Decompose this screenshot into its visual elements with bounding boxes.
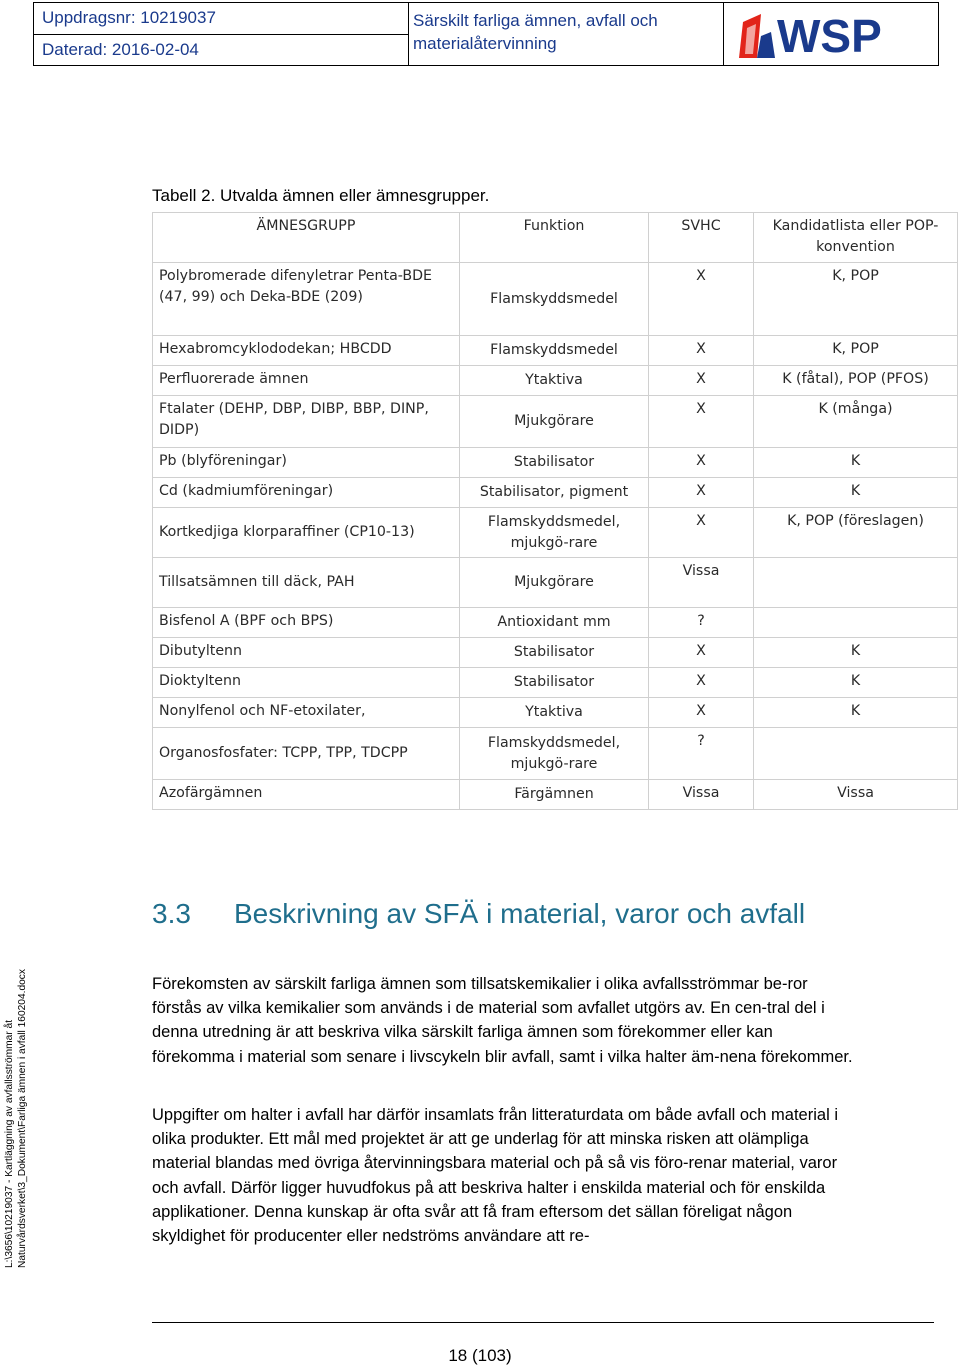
section-number: 3.3 — [152, 898, 191, 929]
table-row — [153, 263, 958, 336]
cell-substance: Hexabromcyklododekan; HBCDD — [153, 336, 460, 366]
cell-function: Mjukgörare — [460, 396, 649, 448]
cell-function: Ytaktiva — [460, 366, 649, 396]
document-title — [409, 3, 724, 65]
cell-svhc: Vissa — [649, 558, 754, 608]
column-header-function: Funktion — [460, 213, 649, 263]
table-row — [153, 396, 958, 448]
logo-text: WSP — [777, 10, 882, 62]
cell-function: Stabilisator — [460, 668, 649, 698]
cell-candidate-list: K — [754, 478, 958, 508]
cell-candidate-list: K, POP — [754, 263, 958, 336]
section-heading — [152, 898, 805, 930]
cell-candidate-list: K, POP (föreslagen) — [754, 508, 958, 558]
cell-candidate-list: K — [754, 668, 958, 698]
cell-svhc: X — [649, 448, 754, 478]
cell-svhc: X — [649, 366, 754, 396]
wsp-logo-icon — [731, 6, 931, 62]
cell-substance: Dioktyltenn — [153, 668, 460, 698]
table-row — [153, 558, 958, 608]
cell-svhc: X — [649, 698, 754, 728]
cell-function: Stabilisator, pigment — [460, 478, 649, 508]
table-row — [153, 608, 958, 638]
table-row — [153, 478, 958, 508]
cell-candidate-list — [754, 728, 958, 780]
cell-svhc: ? — [649, 608, 754, 638]
cell-function: Färgämnen — [460, 780, 649, 810]
cell-substance: Perfluorerade ämnen — [153, 366, 460, 396]
cell-substance: Azofärgämnen — [153, 780, 460, 810]
cell-function: Stabilisator — [460, 448, 649, 478]
table-row — [153, 336, 958, 366]
table-row — [153, 508, 958, 558]
table-row — [153, 698, 958, 728]
cell-substance: Organosfosfater: TCPP, TPP, TDCPP — [153, 728, 460, 780]
wsp-logo — [724, 3, 938, 65]
cell-function: Flamskyddsmedel, mjukgö-rare — [460, 508, 649, 558]
document-date: Daterad: 2016-02-04 — [42, 39, 199, 59]
table-caption: Tabell 2. Utvalda ämnen eller ämnesgrupper. — [152, 186, 490, 205]
table-row — [153, 780, 958, 810]
cell-function: Stabilisator — [460, 638, 649, 668]
file-path-sidebar — [0, 952, 30, 1268]
cell-svhc: X — [649, 668, 754, 698]
cell-svhc: X — [649, 263, 754, 336]
file-path-line1: L:\3656\10219037 - Kartläggning av avfallsströmmar åt — [4, 1019, 15, 1268]
cell-candidate-list: Vissa — [754, 780, 958, 810]
cell-svhc: X — [649, 396, 754, 448]
substances-table — [152, 212, 958, 810]
cell-candidate-list: K — [754, 698, 958, 728]
cell-function: Antioxidant mm — [460, 608, 649, 638]
column-header-svhc: SVHC — [649, 213, 754, 263]
page-number: 18 (103) — [448, 1346, 512, 1365]
cell-svhc: ? — [649, 728, 754, 780]
cell-substance: Nonylfenol och NF-etoxilater, — [153, 698, 460, 728]
cell-function: Ytaktiva — [460, 698, 649, 728]
body-paragraph: Förekomsten av särskilt farliga ämnen som tillsatskemikalier i olika avfallsströmmar be-ror förstås av vilka kemikalier som används i de material som avfallet utgörs av. En cen-tral del i denna utredning är att beskriva vilka särskilt farliga ämnen som förekommer eller kan förekomma i material som senare i livscykeln blir avfall, samt i vilka halter äm-nena förekommer. — [152, 975, 853, 1066]
column-header-substance: ÄMNESGRUPP — [153, 213, 460, 263]
header-meta — [34, 3, 409, 65]
column-header-candidate-list: Kandidatlista eller POP-konvention — [754, 213, 958, 263]
footer-divider — [152, 1322, 934, 1323]
cell-candidate-list: K, POP — [754, 336, 958, 366]
cell-candidate-list: K (många) — [754, 396, 958, 448]
cell-svhc: Vissa — [649, 780, 754, 810]
cell-function: Flamskyddsmedel, mjukgö-rare — [460, 728, 649, 780]
document-title-line1: Särskilt farliga ämnen, avfall och — [413, 11, 658, 30]
cell-function: Flamskyddsmedel — [460, 263, 649, 336]
table-row — [153, 448, 958, 478]
cell-function: Mjukgörare — [460, 558, 649, 608]
cell-function: Flamskyddsmedel — [460, 336, 649, 366]
cell-substance: Cd (kadmiumföreningar) — [153, 478, 460, 508]
cell-substance: Pb (blyföreningar) — [153, 448, 460, 478]
cell-substance: Polybromerade difenyletrar Penta-BDE (47, 99) och Deka-BDE (209) — [153, 263, 460, 336]
cell-candidate-list: K (fåtal), POP (PFOS) — [754, 366, 958, 396]
cell-svhc: X — [649, 638, 754, 668]
body-paragraph: Uppgifter om halter i avfall har därför insamlats från litteraturdata om både avfall och material i olika produkter. Ett mål med projektet är att ge underlag för att minska risken att olämpliga material blandas med övriga återvinningsbara material och på så vis förо-renar material, varor och avfall. Därför ligger huvudfokus på att beskriva halter i enskilda material och för enskilda applikationer. Denna kunskap är ofta svår att få fram eftersom det sällan föreligat någon skyldighet för producenter eller nedströms användare att re- — [152, 1106, 838, 1246]
cell-svhc: X — [649, 336, 754, 366]
cell-substance: Dibutyltenn — [153, 638, 460, 668]
table-row — [153, 728, 958, 780]
cell-svhc: X — [649, 478, 754, 508]
table-row — [153, 668, 958, 698]
table-row — [153, 366, 958, 396]
cell-candidate-list — [754, 558, 958, 608]
cell-substance: Ftalater (DEHP, DBP, DIBP, BBP, DINP, DIDP) — [153, 396, 460, 448]
section-title: Beskrivning av SFÄ i material, varor och avfall — [234, 898, 806, 929]
page-header — [33, 2, 939, 66]
table-header-row — [153, 213, 958, 263]
cell-substance: Bisfenol A (BPF och BPS) — [153, 608, 460, 638]
file-path-line2: Naturvårdsverket\3_Dokument\Farliga ämnen i avfall 160204.docx — [17, 969, 28, 1268]
cell-svhc: X — [649, 508, 754, 558]
cell-substance: Kortkedjiga klorparaffiner (CP10-13) — [153, 508, 460, 558]
assignment-number: Uppdragsnr: 10219037 — [34, 3, 408, 35]
cell-candidate-list: K — [754, 638, 958, 668]
cell-candidate-list — [754, 608, 958, 638]
cell-substance: Tillsatsämnen till däck, PAH — [153, 558, 460, 608]
table-row — [153, 638, 958, 668]
cell-candidate-list: K — [754, 448, 958, 478]
document-title-line2: materialåtervinning — [413, 34, 557, 53]
